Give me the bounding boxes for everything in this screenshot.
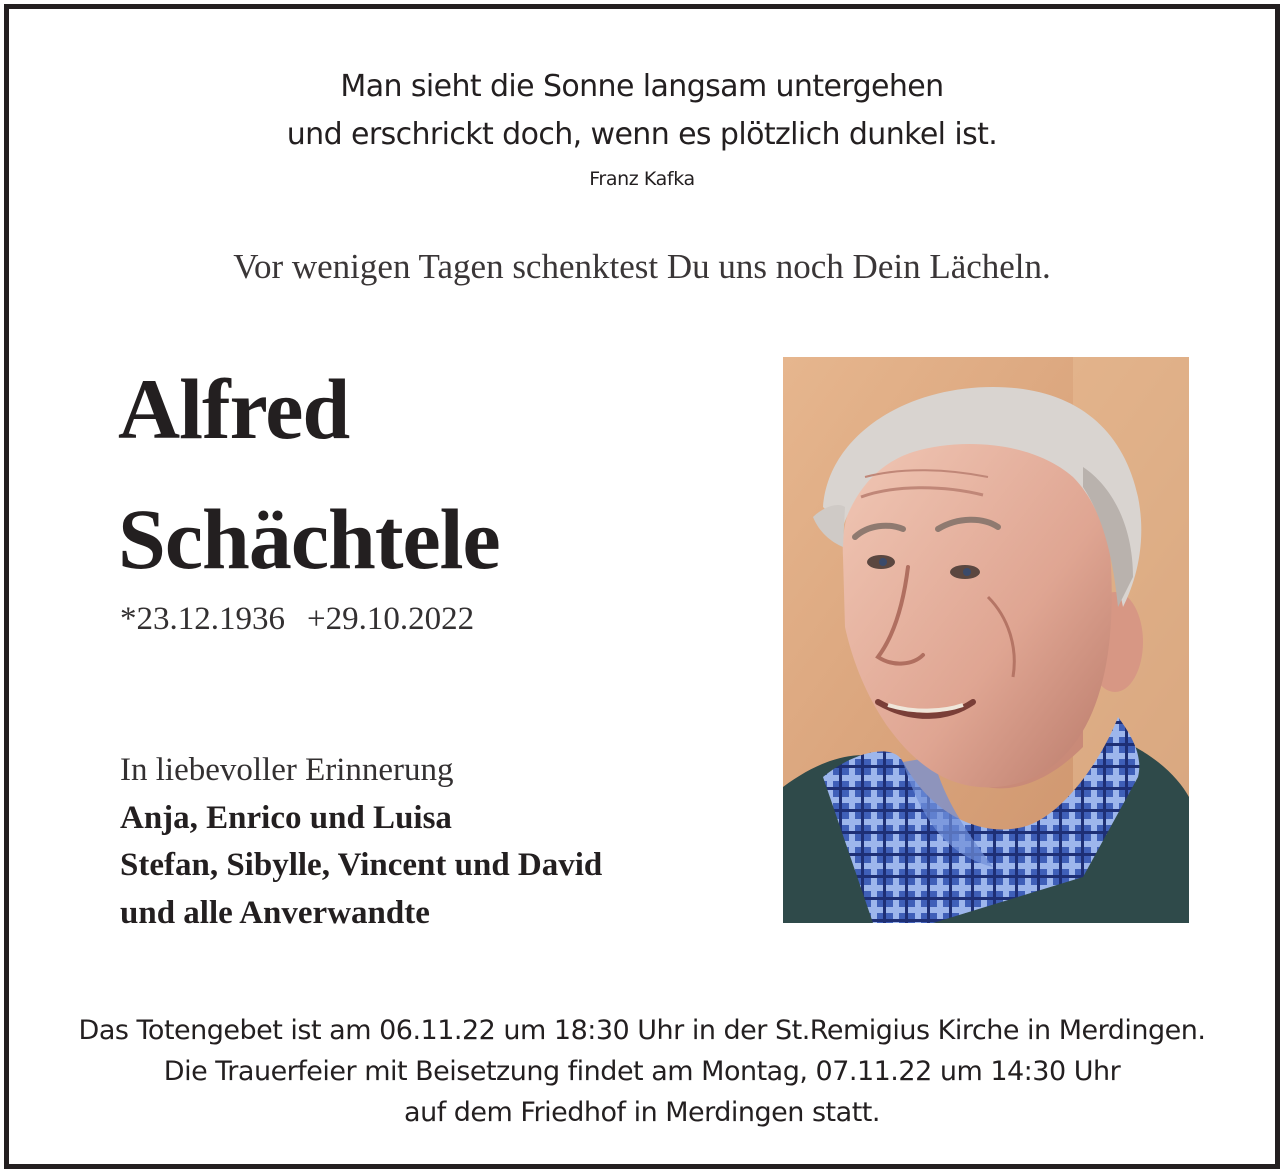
funeral-location: auf dem Friedhof in Merdingen statt. (404, 1097, 880, 1128)
mourners-line: und alle Anverwandte (120, 895, 430, 931)
mourners-line: Stefan, Sibylle, Vincent und David (120, 847, 603, 883)
quote-author: Franz Kafka (589, 168, 695, 190)
life-dates (120, 597, 474, 641)
mourners-line: Anja, Enrico und Luisa (120, 800, 452, 836)
prayer-notice: Das Totengebet ist am 06.11.22 um 18:30 Uhr in der St.Remigius Kirche in Merdingen. (78, 1015, 1206, 1046)
memory-intro: In liebevoller Erinnerung (120, 752, 454, 788)
quote-line-1: Man sieht die Sonne langsam untergehen (340, 69, 944, 104)
birth-date: *23.12.1936 (120, 601, 285, 637)
quote-line-2: und erschrickt doch, wenn es plötzlich dunkel ist. (286, 117, 998, 152)
portrait-photo (783, 357, 1189, 923)
funeral-notice: Die Trauerfeier mit Beisetzung findet am Montag, 07.11.22 um 14:30 Uhr (163, 1056, 1121, 1087)
death-date: +29.10.2022 (307, 601, 475, 637)
deceased-first-name: Alfred (118, 361, 350, 457)
memorial-subline: Vor wenigen Tagen schenktest Du uns noch Dein Lächeln. (233, 247, 1051, 286)
deceased-last-name: Schächtele (118, 491, 500, 587)
obituary-frame (4, 4, 1280, 1169)
